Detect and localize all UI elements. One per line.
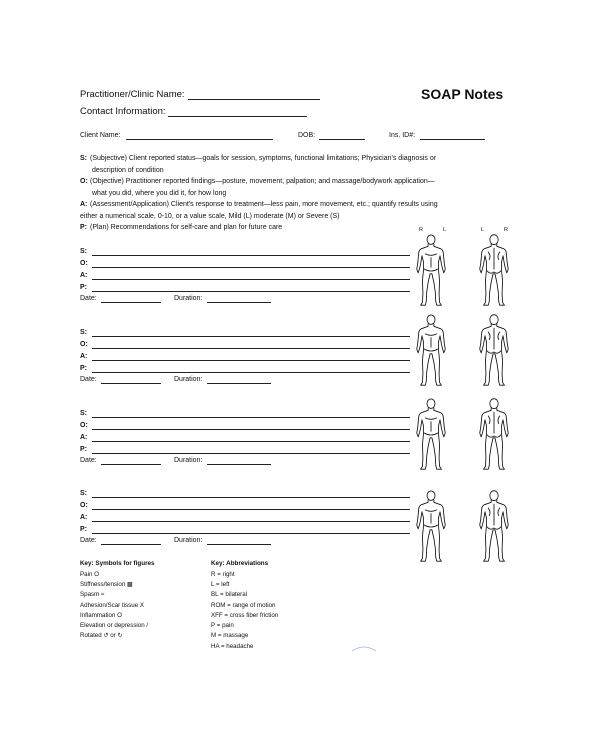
- entry-date-label: Date:: [80, 376, 97, 383]
- abbrev-item: XFF = cross fiber friction: [211, 612, 279, 619]
- def-o-text-cont: what you did, where you did it, for how long: [92, 190, 227, 197]
- entry-duration-label: Duration:: [174, 537, 203, 544]
- entry-duration-label: Duration:: [174, 376, 203, 383]
- entry-s-line[interactable]: [92, 255, 410, 256]
- entry-date-field[interactable]: [101, 302, 161, 303]
- ins-id-label: Ins. ID#:: [389, 132, 416, 139]
- symbols-key-title: Key: Symbols for figures: [80, 560, 155, 567]
- entry-duration-field[interactable]: [207, 464, 271, 465]
- dob-field[interactable]: [319, 139, 365, 140]
- entry-duration-field[interactable]: [207, 383, 271, 384]
- page-title: SOAP Notes: [421, 86, 504, 102]
- entry-a-line[interactable]: [92, 521, 410, 522]
- front-figure-right-label: R: [419, 227, 423, 233]
- entry-a-label: A:: [80, 434, 88, 441]
- abbrev-item: P = pain: [211, 622, 234, 629]
- front-body-figure-icon[interactable]: [412, 232, 450, 310]
- entry-p-label: P:: [80, 446, 87, 453]
- abbrev-item: R = right: [211, 571, 235, 578]
- back-figure-left-label: L: [481, 227, 485, 233]
- entry-date-label: Date:: [80, 295, 97, 302]
- entry-duration-label: Duration:: [174, 457, 203, 464]
- def-o-key: O:: [80, 178, 88, 185]
- entry-duration-field[interactable]: [207, 544, 271, 545]
- entry-o-label: O:: [80, 260, 88, 267]
- entry-p-line[interactable]: [92, 533, 410, 534]
- entry-s-label: S:: [80, 490, 87, 497]
- entry-o-line[interactable]: [92, 348, 410, 349]
- def-p-text: (Plan) Recommendations for self-care and plan for future care: [90, 224, 283, 231]
- entry-o-label: O:: [80, 341, 88, 348]
- entry-s-line[interactable]: [92, 417, 410, 418]
- entry-date-field[interactable]: [101, 464, 161, 465]
- dob-label: DOB:: [298, 132, 316, 139]
- def-s-text: (Subjective) Client reported status—goals for session, symptoms, functional limitations; Physician's diagnosis or: [90, 155, 437, 162]
- entry-date-field[interactable]: [101, 544, 161, 545]
- def-o-text: (Objective) Practitioner reported findings—posture, movement, palpation; and massage/bodywork application—: [90, 178, 435, 185]
- contact-info-field[interactable]: [168, 116, 307, 117]
- symbol-spasm: Spasm ≈: [80, 591, 105, 598]
- entry-duration-label: Duration:: [174, 295, 203, 302]
- symbol-elevation: Elevation or depression /: [80, 622, 149, 629]
- symbol-stiffness: Stiffness/tension ▩: [80, 581, 133, 588]
- abbrev-item: M = massage: [211, 632, 249, 639]
- entry-p-label: P:: [80, 526, 87, 533]
- entry-s-line[interactable]: [92, 497, 410, 498]
- symbol-adhesion: Adhesion/Scar tissue X: [80, 602, 144, 609]
- symbol-pain: Pain O: [80, 571, 99, 578]
- entry-duration-field[interactable]: [207, 302, 271, 303]
- entry-o-line[interactable]: [92, 429, 410, 430]
- practitioner-label: Practitioner/Clinic Name:: [80, 89, 185, 100]
- client-name-label: Client Name:: [80, 132, 121, 139]
- back-figure-right-label: R: [504, 227, 508, 233]
- back-body-figure-icon[interactable]: [475, 488, 513, 566]
- entry-p-line[interactable]: [92, 453, 410, 454]
- entry-a-label: A:: [80, 272, 88, 279]
- entry-a-label: A:: [80, 353, 88, 360]
- entry-a-label: A:: [80, 514, 88, 521]
- def-s-key: S:: [80, 155, 87, 162]
- entry-date-field[interactable]: [101, 383, 161, 384]
- back-body-figure-icon[interactable]: [475, 312, 513, 390]
- ins-id-field[interactable]: [420, 139, 485, 140]
- entry-s-label: S:: [80, 248, 87, 255]
- front-figure-left-label: L: [443, 227, 447, 233]
- client-name-field[interactable]: [126, 139, 273, 140]
- entry-s-line[interactable]: [92, 336, 410, 337]
- entry-p-label: P:: [80, 365, 87, 372]
- entry-s-label: S:: [80, 410, 87, 417]
- entry-o-label: O:: [80, 502, 88, 509]
- entry-date-label: Date:: [80, 457, 97, 464]
- entry-o-line[interactable]: [92, 509, 410, 510]
- entry-o-line[interactable]: [92, 267, 410, 268]
- def-a-text-cont: either a numerical scale, 0-10, or a value scale, Mild (L) moderate (M) or Severe (S): [80, 213, 340, 220]
- back-body-figure-icon[interactable]: [475, 232, 513, 310]
- entry-s-label: S:: [80, 329, 87, 336]
- entry-a-line[interactable]: [92, 441, 410, 442]
- symbol-inflammation: Inflammation O: [80, 612, 122, 619]
- entry-p-line[interactable]: [92, 372, 410, 373]
- abbrev-item: HA = headache: [211, 643, 254, 650]
- contact-label: Contact Information:: [80, 106, 166, 117]
- def-s-text-cont: description of condition: [92, 167, 164, 174]
- entry-p-line[interactable]: [92, 291, 410, 292]
- entry-o-label: O:: [80, 422, 88, 429]
- entry-p-label: P:: [80, 284, 87, 291]
- def-a-key: A:: [80, 201, 88, 208]
- front-body-figure-icon[interactable]: [412, 312, 450, 390]
- entry-a-line[interactable]: [92, 279, 410, 280]
- abbrev-item: ROM = range of motion: [211, 602, 276, 609]
- def-a-text: (Assessment/Application) Client's response to treatment—less pain, more movement, etc.; quantify results using: [90, 201, 438, 208]
- decorative-arc-icon: [350, 644, 378, 652]
- front-body-figure-icon[interactable]: [412, 396, 450, 474]
- abbrev-item: L = left: [211, 581, 230, 588]
- back-body-figure-icon[interactable]: [475, 396, 513, 474]
- practitioner-name-field[interactable]: [188, 99, 320, 100]
- entry-date-label: Date:: [80, 537, 97, 544]
- symbol-rotated: Rotated ↺ or ↻: [80, 632, 123, 639]
- def-p-key: P:: [80, 224, 87, 231]
- entry-a-line[interactable]: [92, 360, 410, 361]
- abbrev-key-title: Key: Abbreviations: [211, 560, 269, 567]
- abbrev-item: BL = bilateral: [211, 591, 248, 598]
- front-body-figure-icon[interactable]: [412, 488, 450, 566]
